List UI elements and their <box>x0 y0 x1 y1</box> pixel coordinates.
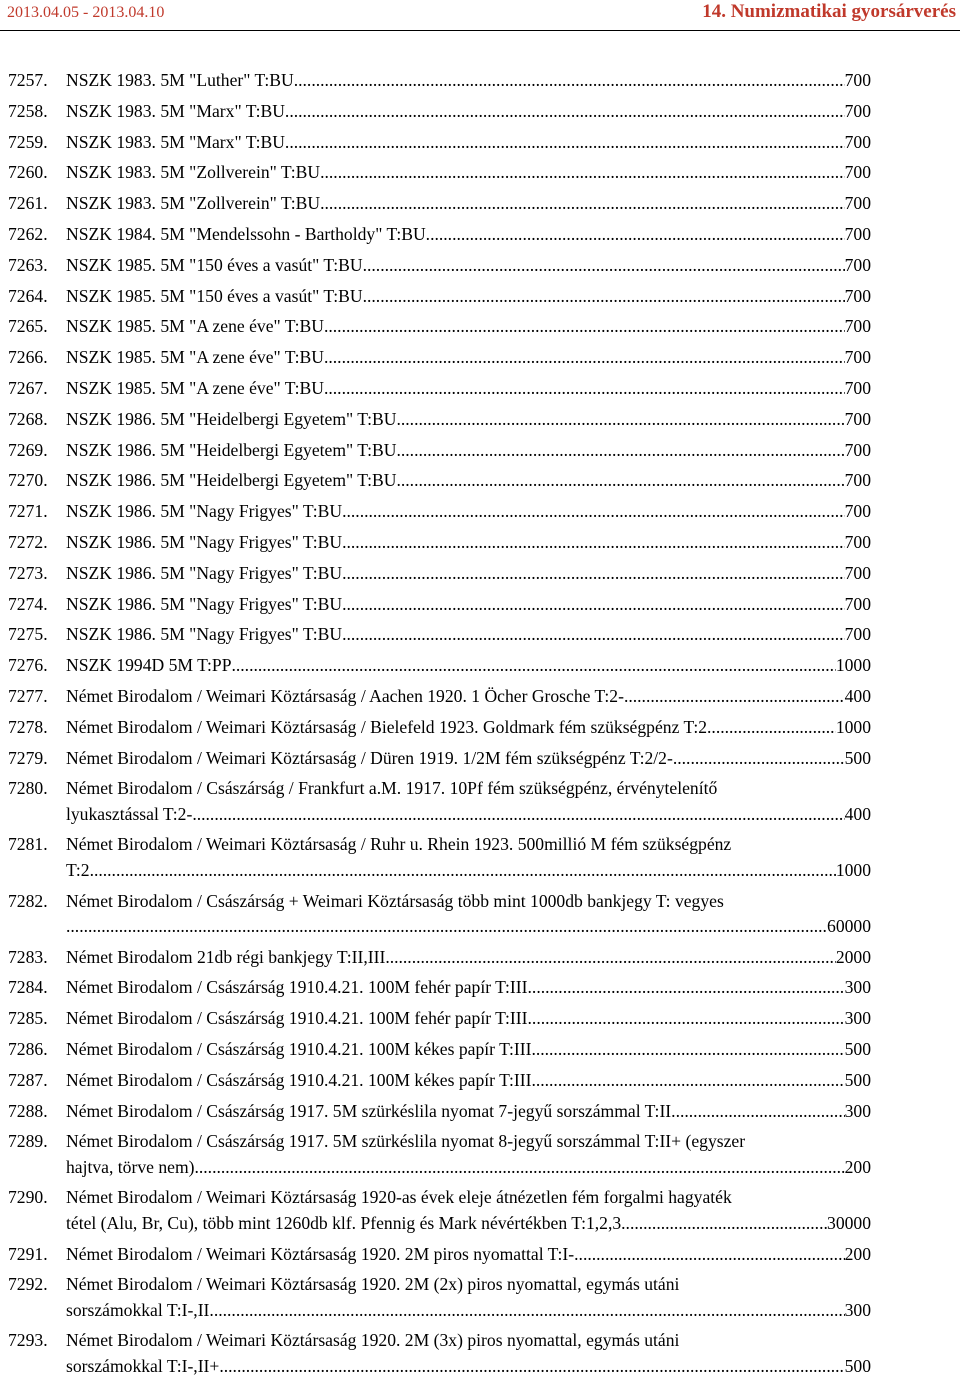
lot-price: 700 <box>844 562 871 583</box>
lot-price: 200 <box>844 1243 871 1264</box>
lot-number: 7268. <box>8 408 48 429</box>
dot-leader <box>342 622 845 647</box>
lot-number: 7269. <box>8 439 48 460</box>
lot-item <box>0 746 960 771</box>
lot-price: 700 <box>844 470 871 491</box>
lot-description-line: Német Birodalom / Weimari Köztársaság 1920-as évek eleje átnézetlen fém forgalmi hagyaték <box>66 1187 732 1208</box>
lot-price: 700 <box>844 439 871 460</box>
lot-price: 700 <box>844 624 871 645</box>
lot-description-line: Német Birodalom / Császárság + Weimari Köztársaság több mint 1000db bankjegy T: vegyes <box>66 890 724 911</box>
lot-description-line: NSZK 1983. 5M "Zollverein" T:BU <box>66 193 321 214</box>
lot-number: 7263. <box>8 254 48 275</box>
lot-description <box>66 191 871 216</box>
lot-description <box>66 345 871 370</box>
lot-item <box>0 945 960 970</box>
lot-number: 7283. <box>8 946 48 967</box>
lot-item <box>0 530 960 555</box>
lot-price: 700 <box>844 193 871 214</box>
lot-number: 7267. <box>8 377 48 398</box>
lot-item <box>0 160 960 185</box>
lot-item <box>0 832 960 883</box>
dot-leader <box>194 1155 844 1180</box>
dot-leader <box>531 1037 844 1062</box>
lot-item <box>0 1129 960 1180</box>
lot-description-line: NSZK 1985. 5M "A zene éve" T:BU <box>66 316 324 337</box>
lot-description <box>66 130 871 155</box>
lot-description-line: NSZK 1983. 5M "Marx" T:BU <box>66 100 285 121</box>
lot-description-line: Német Birodalom / Császárság 1910.4.21. 100M fehér papír T:III <box>66 977 528 998</box>
dot-leader <box>396 407 844 432</box>
lot-item <box>0 68 960 93</box>
lot-price: 2000 <box>835 946 871 967</box>
lot-price: 700 <box>844 531 871 552</box>
lot-item <box>0 592 960 617</box>
lot-price: 700 <box>844 254 871 275</box>
lot-price: 700 <box>844 223 871 244</box>
lot-price: 700 <box>844 408 871 429</box>
lot-item <box>0 99 960 124</box>
lot-number: 7284. <box>8 977 48 998</box>
lot-description <box>66 653 871 678</box>
lot-price: 700 <box>844 70 871 90</box>
lot-description <box>66 592 871 617</box>
lot-description <box>66 622 871 647</box>
lot-description-line: Német Birodalom / Császárság 1917. 5M szürkéslila nyomat 7-jegyű sorszámmal T:II <box>66 1100 672 1121</box>
lot-item <box>0 314 960 339</box>
lot-price: 300 <box>844 1299 871 1320</box>
lot-description-line: Német Birodalom / Weimari Köztársaság 1920. 2M (3x) piros nyomattal, egymás utáni <box>66 1330 680 1351</box>
lot-price: 1000 <box>835 716 871 737</box>
lot-description <box>66 407 871 432</box>
lot-description-line: NSZK 1985. 5M "150 éves a vasút" T:BU <box>66 254 363 275</box>
lot-description <box>66 1006 871 1031</box>
lot-description-line: NSZK 1985. 5M "A zene éve" T:BU <box>66 347 324 368</box>
dot-leader <box>209 1298 844 1323</box>
lot-number: 7278. <box>8 716 48 737</box>
lot-price: 700 <box>844 162 871 183</box>
lot-price: 1000 <box>835 655 871 676</box>
lot-description <box>66 468 871 493</box>
dot-leader <box>285 130 845 155</box>
lot-price: 700 <box>844 100 871 121</box>
lot-item <box>0 1242 960 1267</box>
lot-description-line: NSZK 1983. 5M "Luther" T:BU <box>66 70 294 90</box>
lot-item <box>0 776 960 827</box>
lot-price: 400 <box>844 803 871 824</box>
lot-item <box>0 1328 960 1379</box>
lot-price: 30000 <box>827 1212 871 1233</box>
lot-number: 7259. <box>8 131 48 152</box>
lot-number: 7258. <box>8 100 48 121</box>
lot-description <box>66 99 871 124</box>
dot-leader <box>342 499 845 524</box>
dot-leader <box>707 715 836 740</box>
lot-item <box>0 1099 960 1124</box>
lot-price: 400 <box>844 685 871 706</box>
dot-leader <box>342 592 845 617</box>
lot-number: 7281. <box>8 834 48 855</box>
dot-leader <box>396 468 844 493</box>
lot-price: 700 <box>844 593 871 614</box>
dot-leader <box>66 914 827 939</box>
lot-price: 300 <box>844 1100 871 1121</box>
lot-description-line: tétel (Alu, Br, Cu), több mint 1260db klf. Pfennig és Mark névértékben T:1,2,3 <box>66 1212 622 1233</box>
lot-number: 7270. <box>8 470 48 491</box>
lot-description-line: Német Birodalom / Weimari Köztársaság 1920. 2M (2x) piros nyomattal, egymás utáni <box>66 1274 680 1295</box>
lot-price: 60000 <box>827 915 871 936</box>
lot-price: 700 <box>844 501 871 522</box>
lot-description-line: NSZK 1984. 5M "Mendelssohn - Bartholdy" T:BU <box>66 223 426 244</box>
lot-number: 7293. <box>8 1330 48 1351</box>
dot-leader <box>624 684 845 709</box>
lot-description-line: Német Birodalom / Weimari Köztársaság 1920. 2M piros nyomattal T:I- <box>66 1243 575 1264</box>
lot-description <box>66 832 871 883</box>
lot-description <box>66 1185 871 1236</box>
lot-number: 7291. <box>8 1243 48 1264</box>
lot-price: 700 <box>844 131 871 152</box>
lot-description-line: Német Birodalom / Császárság / Frankfurt a.M. 1917. 10Pf fém szükségpénz, érvénytelenítő <box>66 778 718 799</box>
lot-number: 7274. <box>8 593 48 614</box>
lot-price: 700 <box>844 347 871 368</box>
dot-leader <box>324 345 845 370</box>
lot-item <box>0 191 960 216</box>
lot-description <box>66 1272 871 1323</box>
dot-leader <box>219 1354 844 1379</box>
lot-number: 7277. <box>8 685 48 706</box>
lot-description-line: Német Birodalom / Császárság 1917. 5M szürkéslila nyomat 8-jegyű sorszámmal T:II+ (egyszer <box>66 1131 746 1152</box>
lot-item <box>0 438 960 463</box>
dot-leader <box>396 438 844 463</box>
lot-number: 7289. <box>8 1131 48 1152</box>
lot-number: 7286. <box>8 1039 48 1059</box>
lot-price: 200 <box>844 1156 871 1177</box>
lot-description <box>66 945 871 970</box>
lot-description <box>66 1242 871 1267</box>
lot-description-line: NSZK 1986. 5M "Heidelbergi Egyetem" T:BU <box>66 408 397 429</box>
lot-description <box>66 561 871 586</box>
lot-number: 7262. <box>8 223 48 244</box>
lot-description <box>66 975 871 1000</box>
lot-number: 7264. <box>8 285 48 306</box>
lot-price: 700 <box>844 377 871 398</box>
lot-number: 7257. <box>8 70 48 90</box>
lot-number: 7279. <box>8 747 48 768</box>
lot-description-line: hajtva, törve nem) <box>66 1156 195 1177</box>
lot-item <box>0 715 960 740</box>
lot-number: 7288. <box>8 1100 48 1121</box>
lot-description <box>66 746 871 771</box>
lot-description <box>66 438 871 463</box>
lot-description-line: NSZK 1986. 5M "Nagy Frigyes" T:BU <box>66 562 343 583</box>
lot-description-line: NSZK 1983. 5M "Marx" T:BU <box>66 131 285 152</box>
lot-description <box>66 376 871 401</box>
lot-description-line: lyukasztással T:2- <box>66 803 193 824</box>
auction-date-range: 2013.04.05 - 2013.04.10 <box>7 4 165 21</box>
lot-price: 500 <box>844 1355 871 1376</box>
lot-description-line: NSZK 1986. 5M "Nagy Frigyes" T:BU <box>66 593 343 614</box>
lot-item <box>0 653 960 678</box>
dot-leader <box>671 1099 844 1124</box>
lot-description <box>66 1099 871 1124</box>
dot-leader <box>574 1242 844 1267</box>
lot-price: 500 <box>844 1069 871 1090</box>
dot-leader <box>528 975 845 1000</box>
dot-leader <box>294 68 845 93</box>
lot-description-line: Német Birodalom / Császárság 1910.4.21. 100M kékes papír T:III <box>66 1039 532 1059</box>
lot-description <box>66 253 871 278</box>
dot-leader <box>324 376 845 401</box>
lot-description <box>66 314 871 339</box>
lot-item <box>0 889 960 940</box>
lot-item <box>0 345 960 370</box>
lot-description <box>66 530 871 555</box>
lot-description <box>66 1068 871 1093</box>
dot-leader <box>531 1068 844 1093</box>
lot-item <box>0 1185 960 1236</box>
dot-leader <box>231 653 835 678</box>
lot-number: 7282. <box>8 890 48 911</box>
dot-leader <box>320 191 845 216</box>
lot-item <box>0 1006 960 1031</box>
lot-description <box>66 1129 871 1180</box>
lot-number: 7265. <box>8 316 48 337</box>
lot-item <box>0 222 960 247</box>
lot-number: 7272. <box>8 531 48 552</box>
lot-item <box>0 284 960 309</box>
lot-number: 7261. <box>8 193 48 214</box>
lot-description <box>66 1037 871 1062</box>
lot-description <box>66 160 871 185</box>
dot-leader <box>673 746 845 771</box>
lot-price: 1000 <box>835 859 871 880</box>
lot-number: 7276. <box>8 655 48 676</box>
lot-number: 7271. <box>8 501 48 522</box>
lot-item <box>0 499 960 524</box>
lot-description-line: sorszámokkal T:I-,II <box>66 1299 210 1320</box>
dot-leader <box>621 1211 827 1236</box>
lot-description-line: sorszámokkal T:I-,II+ <box>66 1355 220 1376</box>
lot-price: 700 <box>844 316 871 337</box>
lot-number: 7275. <box>8 624 48 645</box>
lot-description <box>66 499 871 524</box>
lot-description <box>66 684 871 709</box>
dot-leader <box>285 99 845 124</box>
lot-number: 7260. <box>8 162 48 183</box>
lot-price: 300 <box>844 977 871 998</box>
lot-description-line: NSZK 1985. 5M "150 éves a vasút" T:BU <box>66 285 363 306</box>
lot-description-line: Német Birodalom / Császárság 1910.4.21. 100M fehér papír T:III <box>66 1008 528 1029</box>
lot-item <box>0 1272 960 1323</box>
dot-leader <box>324 314 845 339</box>
lot-description-line: Német Birodalom / Weimari Köztársaság / Düren 1919. 1/2M fém szükségpénz T:2/2- <box>66 747 673 768</box>
lot-description-line: NSZK 1985. 5M "A zene éve" T:BU <box>66 377 324 398</box>
lot-number: 7273. <box>8 562 48 583</box>
lot-description <box>66 889 871 940</box>
lot-description <box>66 284 871 309</box>
page-header <box>0 0 960 31</box>
lot-description <box>66 222 871 247</box>
dot-leader <box>320 160 845 185</box>
lot-description-line: Német Birodalom 21db régi bankjegy T:II,III <box>66 946 386 967</box>
dot-leader <box>192 802 844 827</box>
lot-description-line: NSZK 1986. 5M "Nagy Frigyes" T:BU <box>66 624 343 645</box>
lot-description-line: Német Birodalom / Weimari Köztársaság / Aachen 1920. 1 Öcher Grosche T:2- <box>66 685 624 706</box>
lot-item <box>0 561 960 586</box>
lot-price: 500 <box>844 1039 871 1059</box>
dot-leader <box>363 253 845 278</box>
lot-item <box>0 684 960 709</box>
lot-price: 500 <box>844 747 871 768</box>
lot-item <box>0 975 960 1000</box>
lot-number: 7285. <box>8 1008 48 1029</box>
lot-item <box>0 253 960 278</box>
lot-description <box>66 1328 871 1379</box>
lot-item <box>0 407 960 432</box>
lot-description-line: NSZK 1983. 5M "Zollverein" T:BU <box>66 162 321 183</box>
lot-description-line: Német Birodalom / Weimari Köztársaság / Ruhr u. Rhein 1923. 500millió M fém szükségpénz <box>66 834 732 855</box>
lot-description-line: Német Birodalom / Császárság 1910.4.21. 100M kékes papír T:III <box>66 1069 532 1090</box>
auction-title: 14. Numizmatikai gyorsárverés <box>702 1 956 22</box>
lot-description-line: NSZK 1986. 5M "Nagy Frigyes" T:BU <box>66 501 343 522</box>
lot-item <box>0 1068 960 1093</box>
lot-description-line: T:2 <box>66 859 90 880</box>
dot-leader <box>342 530 845 555</box>
lot-number: 7290. <box>8 1187 48 1208</box>
lot-number: 7280. <box>8 778 48 799</box>
lot-description <box>66 68 871 93</box>
lot-number: 7287. <box>8 1069 48 1090</box>
lot-description-line: NSZK 1994D 5M T:PP <box>66 655 232 676</box>
lot-item <box>0 622 960 647</box>
lot-price: 700 <box>844 285 871 306</box>
lot-item <box>0 1037 960 1062</box>
lot-number: 7292. <box>8 1274 48 1295</box>
lot-description-line: NSZK 1986. 5M "Heidelbergi Egyetem" T:BU <box>66 439 397 460</box>
lot-item <box>0 376 960 401</box>
lot-price: 300 <box>844 1008 871 1029</box>
lot-description-line: NSZK 1986. 5M "Heidelbergi Egyetem" T:BU <box>66 470 397 491</box>
dot-leader <box>528 1006 845 1031</box>
dot-leader <box>426 222 845 247</box>
lot-number: 7266. <box>8 347 48 368</box>
dot-leader <box>363 284 845 309</box>
lot-description <box>66 715 871 740</box>
lot-item <box>0 468 960 493</box>
dot-leader <box>90 858 836 883</box>
lot-description-line: NSZK 1986. 5M "Nagy Frigyes" T:BU <box>66 531 343 552</box>
lot-list <box>0 68 960 1385</box>
lot-item <box>0 130 960 155</box>
lot-description <box>66 776 871 827</box>
dot-leader <box>342 561 845 586</box>
dot-leader <box>385 945 836 970</box>
lot-description-line: Német Birodalom / Weimari Köztársaság / Bielefeld 1923. Goldmark fém szükségpénz T:2 <box>66 716 708 737</box>
